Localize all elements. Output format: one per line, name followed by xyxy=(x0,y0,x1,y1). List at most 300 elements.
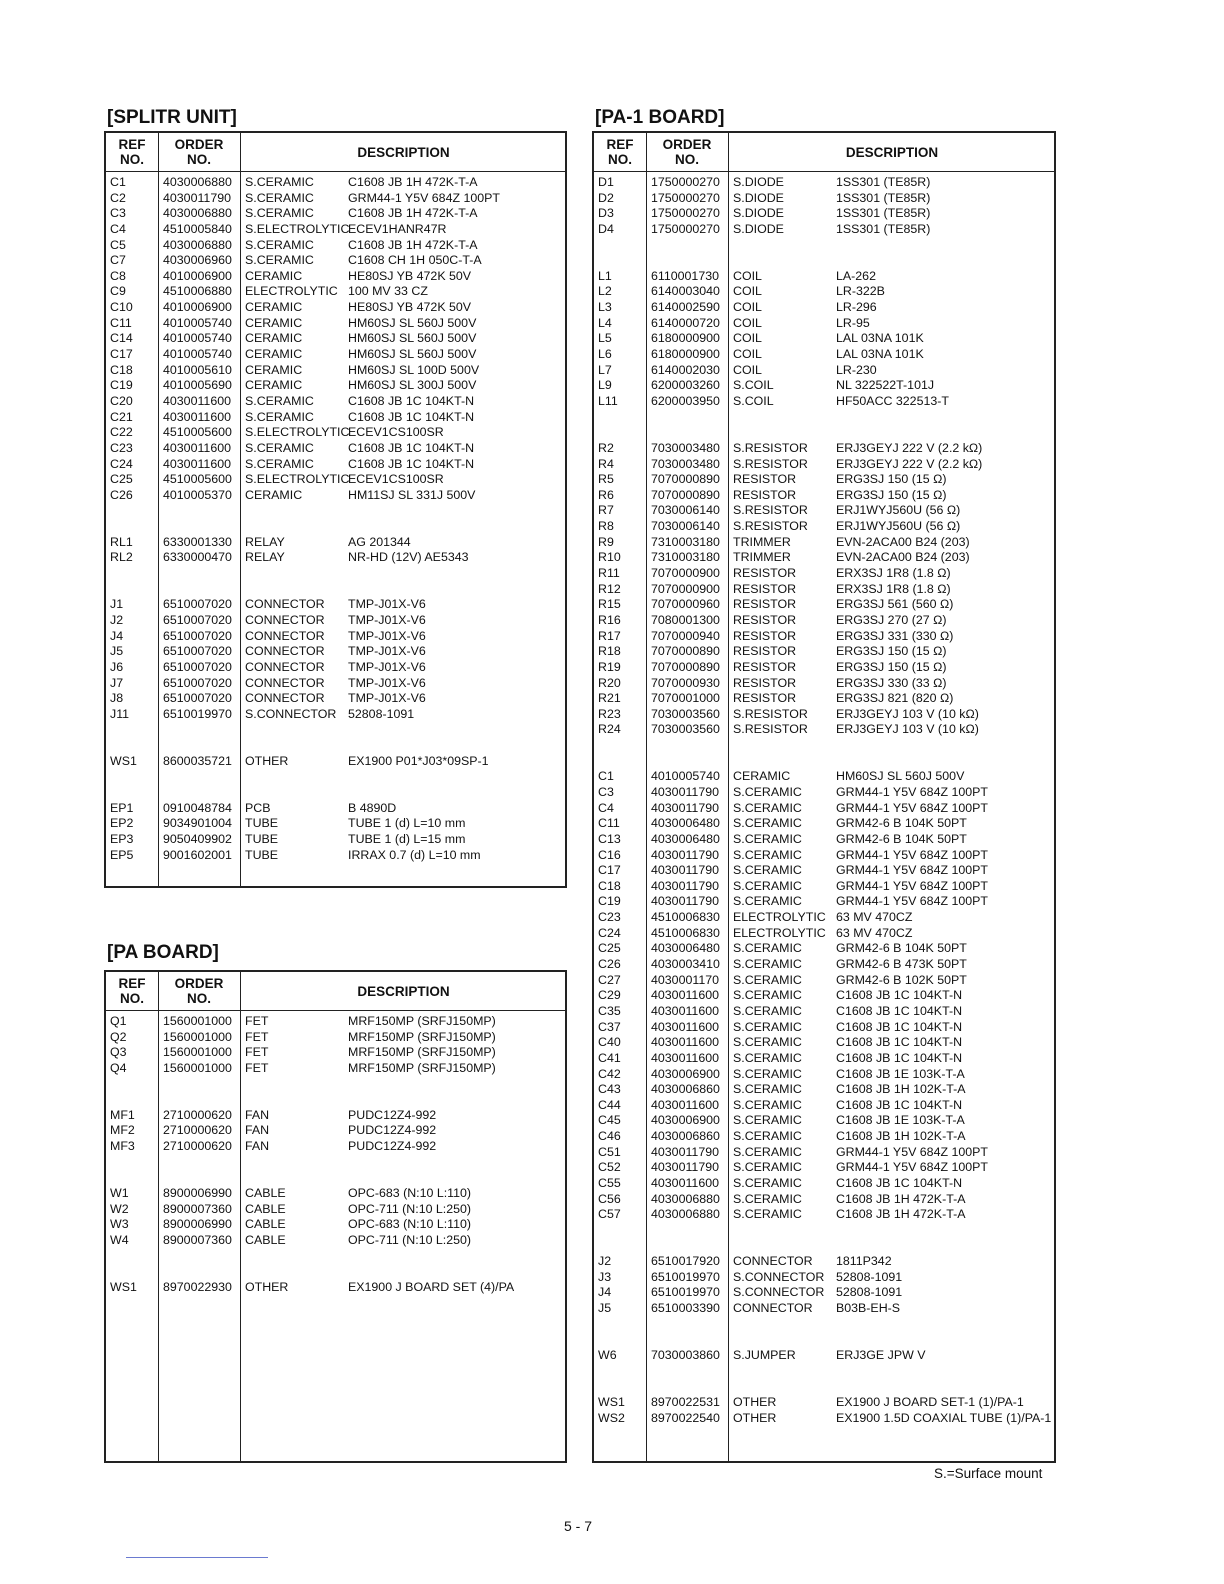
ref-no: R21 xyxy=(598,691,621,706)
ref-no: R7 xyxy=(598,503,614,518)
part-type: S.CERAMIC xyxy=(733,1019,802,1034)
order-no: 6510019970 xyxy=(651,1269,720,1284)
table-row xyxy=(594,1145,1054,1161)
part-spec: HM60SJ SL 560J 500V xyxy=(836,769,965,784)
part-spec: ERG3SJ 150 (15 Ω) xyxy=(836,487,947,502)
ref-no: C21 xyxy=(110,409,133,424)
table-row xyxy=(106,629,565,645)
blank-row xyxy=(594,1317,1054,1333)
order-no: 7030003480 xyxy=(651,456,720,471)
part-type: S.RESISTOR xyxy=(733,519,808,534)
ref-no: C23 xyxy=(598,910,621,925)
part-type: CONNECTOR xyxy=(245,659,325,674)
order-no: 4510006830 xyxy=(651,910,720,925)
order-no: 6140003040 xyxy=(651,284,720,299)
ref-no: C11 xyxy=(110,315,132,330)
order-no: 9050409902 xyxy=(163,831,232,846)
table-row xyxy=(594,582,1054,598)
order-no: 4030006880 xyxy=(651,1207,720,1222)
table-row xyxy=(106,222,565,238)
part-type: COIL xyxy=(733,300,762,315)
part-type: FET xyxy=(245,1014,269,1028)
part-spec: 1811P342 xyxy=(836,1254,892,1269)
part-type: S.CERAMIC xyxy=(245,190,314,205)
part-type: S.CERAMIC xyxy=(245,237,314,252)
table-row xyxy=(106,1014,565,1030)
ref-no: EP2 xyxy=(110,816,134,831)
part-spec: C1608 JB 1C 104KT-N xyxy=(348,440,475,455)
part-type: COIL xyxy=(733,362,762,377)
part-spec: GRM42-6 B 102K 50PT xyxy=(836,972,967,987)
order-no: 6140000720 xyxy=(651,315,720,330)
order-no: 1750000270 xyxy=(651,175,720,189)
ref-no: C44 xyxy=(598,1097,621,1112)
table-row xyxy=(594,394,1054,410)
table-row xyxy=(106,378,565,394)
table-row xyxy=(594,816,1054,832)
part-type: S.CONNECTOR xyxy=(245,706,337,721)
ref-no: C20 xyxy=(110,393,133,408)
ref-no: RL1 xyxy=(110,534,133,549)
part-spec: NL 322522T-101J xyxy=(836,378,935,393)
ref-no: C10 xyxy=(110,300,133,315)
order-no: 4030006860 xyxy=(651,1082,720,1097)
part-spec: C1608 JB 1C 104KT-N xyxy=(836,1003,963,1018)
table-row xyxy=(594,1035,1054,1051)
table-row xyxy=(106,363,565,379)
ref-no: W2 xyxy=(110,1201,129,1216)
part-spec: ECEV1CS100SR xyxy=(348,425,444,440)
ref-no: R11 xyxy=(598,566,620,581)
table-row xyxy=(594,1098,1054,1114)
part-type: OTHER xyxy=(733,1394,777,1409)
part-type: RELAY xyxy=(245,534,285,549)
part-type: S.CERAMIC xyxy=(733,1003,802,1018)
part-type: COIL xyxy=(733,284,762,299)
part-spec: EVN-2ACA00 B24 (203) xyxy=(836,534,970,549)
part-type: CERAMIC xyxy=(245,378,303,393)
blank-row xyxy=(106,1170,565,1186)
part-type: COIL xyxy=(733,268,762,283)
order-no: 7080001300 xyxy=(651,612,720,627)
part-spec: C1608 JB 1H 472K-T-A xyxy=(836,1207,966,1222)
part-spec: B03B-EH-S xyxy=(836,1301,901,1316)
ref-no: C19 xyxy=(110,378,133,393)
table-row xyxy=(594,644,1054,660)
table-row xyxy=(106,816,565,832)
order-no: 6510007020 xyxy=(163,659,232,674)
pa1-title: [PA-1 BOARD] xyxy=(595,107,725,128)
ref-no: C9 xyxy=(110,284,126,299)
ref-no: C57 xyxy=(598,1207,621,1222)
part-spec: ERG3SJ 150 (15 Ω) xyxy=(836,644,947,659)
part-type: RESISTOR xyxy=(733,644,797,659)
table-row xyxy=(594,785,1054,801)
blank-row xyxy=(594,425,1054,441)
table-row xyxy=(594,488,1054,504)
part-spec: MRF150MP (SRFJ150MP) xyxy=(348,1060,496,1075)
part-spec: C1608 JB 1H 472K-T-A xyxy=(348,175,478,189)
ref-no: R12 xyxy=(598,581,621,596)
ref-no: C4 xyxy=(598,800,614,815)
ref-no: W3 xyxy=(110,1217,129,1232)
part-spec: ERJ3GEYJ 103 V (10 kΩ) xyxy=(836,722,979,737)
part-spec: HE80SJ YB 472K 50V xyxy=(348,300,472,315)
ref-no: Q4 xyxy=(110,1060,127,1075)
part-type: S.CERAMIC xyxy=(733,1082,802,1097)
table-row xyxy=(594,1020,1054,1036)
part-spec: ECEV1CS100SR xyxy=(348,472,444,487)
order-no: 1750000270 xyxy=(651,221,720,236)
order-no: 4030006480 xyxy=(651,831,720,846)
part-spec: 52808-1091 xyxy=(836,1285,903,1300)
part-spec: C1608 JB 1E 103K-T-A xyxy=(836,1066,965,1081)
part-type: S.CERAMIC xyxy=(733,863,802,878)
part-type: CONNECTOR xyxy=(245,691,325,706)
table-row xyxy=(106,410,565,426)
part-spec: PUDC12Z4-992 xyxy=(348,1107,437,1122)
part-type: FET xyxy=(245,1029,269,1044)
part-spec: C1608 JB 1H 102K-T-A xyxy=(836,1082,966,1097)
table-row xyxy=(106,1217,565,1233)
part-type: TUBE xyxy=(245,831,279,846)
col-header-ref: REF NO. xyxy=(118,976,146,1006)
part-spec: GRM42-6 B 104K 50PT xyxy=(836,816,967,831)
part-spec: TMP-J01X-V6 xyxy=(348,597,426,612)
order-no: 7030003860 xyxy=(651,1348,720,1363)
ref-no: C35 xyxy=(598,1003,621,1018)
part-spec: C1608 JB 1C 104KT-N xyxy=(348,456,475,471)
part-spec: C1608 JB 1E 103K-T-A xyxy=(836,1113,965,1128)
blank-row xyxy=(106,1092,565,1108)
ref-no: L4 xyxy=(598,315,612,330)
ref-no: J4 xyxy=(598,1285,612,1300)
table-row xyxy=(106,801,565,817)
part-spec: 1SS301 (TE85R) xyxy=(836,206,931,221)
ref-no: Q3 xyxy=(110,1045,127,1060)
ref-no: C25 xyxy=(598,941,621,956)
order-no: 4030011600 xyxy=(651,1035,719,1050)
order-no: 9034901004 xyxy=(163,816,232,831)
ref-no: W1 xyxy=(110,1186,129,1201)
table-row xyxy=(594,1129,1054,1145)
ref-no: L7 xyxy=(598,362,612,377)
ref-no: R20 xyxy=(598,675,621,690)
ref-no: Q2 xyxy=(110,1029,127,1044)
part-type: S.DIODE xyxy=(733,190,784,205)
part-spec: C1608 CH 1H 050C-T-A xyxy=(348,253,482,268)
ref-no: C37 xyxy=(598,1019,621,1034)
order-no: 4030011790 xyxy=(163,190,231,205)
part-type: S.CERAMIC xyxy=(733,988,802,1003)
part-type: CONNECTOR xyxy=(733,1301,813,1316)
part-spec: C1608 JB 1C 104KT-N xyxy=(836,1097,963,1112)
table-row xyxy=(594,363,1054,379)
part-type: S.CERAMIC xyxy=(245,393,314,408)
blank-row xyxy=(594,238,1054,254)
order-no: 7310003180 xyxy=(651,550,720,565)
part-type: PCB xyxy=(245,800,271,815)
order-no: 8600035721 xyxy=(163,753,232,768)
ref-no: D3 xyxy=(598,206,614,221)
ref-no: C40 xyxy=(598,1035,621,1050)
part-type: RESISTOR xyxy=(733,581,797,596)
part-type: RESISTOR xyxy=(733,487,797,502)
order-no: 1560001000 xyxy=(163,1060,232,1075)
col-header-order: ORDER NO. xyxy=(662,137,712,167)
order-no: 4010005690 xyxy=(163,378,232,393)
part-type: RESISTOR xyxy=(733,628,797,643)
order-no: 1560001000 xyxy=(163,1029,232,1044)
ref-no: R5 xyxy=(598,472,614,487)
part-spec: MRF150MP (SRFJ150MP) xyxy=(348,1014,496,1028)
part-type: S.DIODE xyxy=(733,175,784,189)
part-spec: GRM44-1 Y5V 684Z 100PT xyxy=(836,878,988,893)
order-no: 6200003260 xyxy=(651,378,720,393)
part-type: COIL xyxy=(733,347,762,362)
ref-no: C22 xyxy=(110,425,133,440)
table-row xyxy=(594,973,1054,989)
table-row xyxy=(106,707,565,723)
table-row xyxy=(594,316,1054,332)
part-spec: ERJ1WYJ560U (56 Ω) xyxy=(836,519,961,534)
table-row xyxy=(106,1045,565,1061)
order-no: 4030001170 xyxy=(651,972,719,987)
part-type: S.RESISTOR xyxy=(733,722,808,737)
order-no: 4030011600 xyxy=(651,1019,719,1034)
ref-no: J2 xyxy=(598,1254,612,1269)
blank-row xyxy=(106,503,565,519)
part-type: S.ELECTROLYTIC xyxy=(245,425,350,440)
order-no: 7310003180 xyxy=(651,534,720,549)
part-type: TRIMMER xyxy=(733,534,791,549)
order-no: 4030011600 xyxy=(651,1050,719,1065)
part-spec: GRM44-1 Y5V 684Z 100PT xyxy=(836,1144,988,1159)
part-type: S.CERAMIC xyxy=(733,784,802,799)
part-spec: HF50ACC 322513-T xyxy=(836,393,949,408)
table-row xyxy=(594,284,1054,300)
order-no: 4030011600 xyxy=(651,988,719,1003)
blank-row xyxy=(594,253,1054,269)
ref-no: C55 xyxy=(598,1176,621,1190)
table-row xyxy=(594,863,1054,879)
part-spec: C1608 JB 1C 104KT-N xyxy=(836,1050,963,1065)
blank-row xyxy=(106,519,565,535)
order-no: 1560001000 xyxy=(163,1014,232,1028)
ref-no: J4 xyxy=(110,628,124,643)
order-no: 7070000900 xyxy=(651,581,720,596)
ref-no: R23 xyxy=(598,706,621,721)
table-row xyxy=(594,691,1054,707)
table-row xyxy=(106,597,565,613)
blank-row xyxy=(594,410,1054,426)
order-no: 9001602001 xyxy=(163,847,232,862)
table-row xyxy=(594,222,1054,238)
part-spec: PUDC12Z4-992 xyxy=(348,1139,437,1154)
order-no: 4010005740 xyxy=(163,347,232,362)
ref-no: WS1 xyxy=(110,1279,137,1294)
blank-row xyxy=(106,1264,565,1280)
table-row xyxy=(106,425,565,441)
order-no: 6200003950 xyxy=(651,393,720,408)
part-type: CERAMIC xyxy=(245,487,303,502)
part-type: S.RESISTOR xyxy=(733,456,808,471)
part-spec: TMP-J01X-V6 xyxy=(348,628,426,643)
ref-no: L5 xyxy=(598,331,612,346)
ref-no: WS2 xyxy=(598,1410,625,1425)
order-no: 7070000960 xyxy=(651,597,720,612)
order-no: 7070000930 xyxy=(651,675,720,690)
ref-no: L1 xyxy=(598,268,612,283)
table-row xyxy=(594,1160,1054,1176)
order-no: 6510019970 xyxy=(163,706,232,721)
table-row xyxy=(594,629,1054,645)
ref-no: C43 xyxy=(598,1082,621,1097)
table-row xyxy=(594,566,1054,582)
part-spec: LR-230 xyxy=(836,362,877,377)
part-type: S.CERAMIC xyxy=(733,894,802,909)
table-row xyxy=(594,1254,1054,1270)
part-spec: NR-HD (12V) AE5343 xyxy=(348,550,469,565)
col-header-ref: REF NO. xyxy=(606,137,634,167)
part-spec: HE80SJ YB 472K 50V xyxy=(348,268,472,283)
ref-no: EP5 xyxy=(110,847,134,862)
part-type: CONNECTOR xyxy=(733,1254,813,1269)
table-row xyxy=(594,1207,1054,1223)
order-no: 1750000270 xyxy=(651,190,720,205)
part-spec: C1608 JB 1C 104KT-N xyxy=(836,1176,963,1190)
ref-no: C3 xyxy=(110,206,126,221)
table-row xyxy=(594,175,1054,191)
part-spec: EX1900 P01*J03*09SP-1 xyxy=(348,753,489,768)
part-spec: ERG3SJ 561 (560 Ω) xyxy=(836,597,954,612)
ref-no: C3 xyxy=(598,784,614,799)
table-row xyxy=(594,597,1054,613)
part-type: S.ELECTROLYTIC xyxy=(245,472,350,487)
ref-no: C4 xyxy=(110,221,126,236)
part-type: RESISTOR xyxy=(733,612,797,627)
part-type: S.CERAMIC xyxy=(733,1113,802,1128)
table-row xyxy=(594,722,1054,738)
part-type: ELECTROLYTIC xyxy=(733,910,826,925)
part-type: OTHER xyxy=(733,1410,777,1425)
part-spec: PUDC12Z4-992 xyxy=(348,1123,437,1138)
table-row xyxy=(594,1301,1054,1317)
table-row xyxy=(106,316,565,332)
ref-no: WS1 xyxy=(598,1394,625,1409)
table-row xyxy=(594,441,1054,457)
table-row xyxy=(594,206,1054,222)
ref-no: EP3 xyxy=(110,831,134,846)
part-spec: TUBE 1 (d) L=10 mm xyxy=(348,816,466,831)
order-no: 7070001000 xyxy=(651,691,720,706)
order-no: 0910048784 xyxy=(163,800,232,815)
table-row xyxy=(594,1411,1054,1427)
order-no: 6510019970 xyxy=(651,1285,720,1300)
ref-no: C2 xyxy=(110,190,126,205)
table-row xyxy=(594,378,1054,394)
blank-row xyxy=(106,769,565,785)
table-row xyxy=(106,1233,565,1249)
order-no: 6110001730 xyxy=(651,268,719,283)
part-type: CABLE xyxy=(245,1217,286,1232)
part-type: S.DIODE xyxy=(733,206,784,221)
ref-no: J6 xyxy=(110,659,124,674)
part-spec: TMP-J01X-V6 xyxy=(348,675,426,690)
order-no: 6180000900 xyxy=(651,347,720,362)
order-no: 4030011790 xyxy=(651,847,719,862)
part-spec: GRM42-6 B 473K 50PT xyxy=(836,957,967,972)
ref-no: C1 xyxy=(110,175,126,189)
part-spec: LR-95 xyxy=(836,315,870,330)
order-no: 4030011790 xyxy=(651,1144,719,1159)
part-spec: EX1900 1.5D COAXIAL TUBE (1)/PA-1 xyxy=(836,1410,1052,1425)
order-no: 4030006900 xyxy=(651,1066,720,1081)
ref-no: R17 xyxy=(598,628,621,643)
part-type: S.CERAMIC xyxy=(733,1066,802,1081)
part-spec: C1608 JB 1C 104KT-N xyxy=(836,1035,963,1050)
part-type: S.CERAMIC xyxy=(245,253,314,268)
part-type: S.CERAMIC xyxy=(733,800,802,815)
order-no: 4030006880 xyxy=(163,237,232,252)
ref-no: R18 xyxy=(598,644,621,659)
part-spec: ERX3SJ 1R8 (1.8 Ω) xyxy=(836,581,951,596)
part-spec: 63 MV 470CZ xyxy=(836,910,913,925)
ref-no: J2 xyxy=(110,612,124,627)
part-spec: EX1900 J BOARD SET (4)/PA xyxy=(348,1279,515,1294)
splitr-parts-table xyxy=(104,131,567,888)
table-row xyxy=(106,1280,565,1296)
order-no: 4010006900 xyxy=(163,268,232,283)
table-row xyxy=(594,1395,1054,1411)
ref-no: C46 xyxy=(598,1129,621,1144)
table-row xyxy=(594,503,1054,519)
ref-no: C11 xyxy=(598,816,620,831)
ref-no: MF3 xyxy=(110,1139,135,1154)
blank-row xyxy=(594,738,1054,754)
part-type: ELECTROLYTIC xyxy=(245,284,338,299)
table-row xyxy=(106,457,565,473)
ref-no: R19 xyxy=(598,659,621,674)
table-row xyxy=(106,1139,565,1155)
table-row xyxy=(594,550,1054,566)
part-type: TUBE xyxy=(245,847,279,862)
part-spec: HM60SJ SL 100D 500V xyxy=(348,362,480,377)
part-type: RESISTOR xyxy=(733,691,797,706)
pa1-table-body xyxy=(594,175,1054,1426)
order-no: 6510007020 xyxy=(163,675,232,690)
order-no: 6330001330 xyxy=(163,534,232,549)
table-row xyxy=(106,1123,565,1139)
part-type: CERAMIC xyxy=(245,362,303,377)
part-spec: OPC-683 (N:10 L:110) xyxy=(348,1217,472,1232)
blank-row xyxy=(106,722,565,738)
ref-no: J11 xyxy=(110,706,130,721)
part-spec: TMP-J01X-V6 xyxy=(348,659,426,674)
ref-no: C23 xyxy=(110,440,133,455)
part-type: S.CERAMIC xyxy=(733,831,802,846)
table-row xyxy=(594,1285,1054,1301)
part-spec: C1608 JB 1C 104KT-N xyxy=(836,1019,963,1034)
order-no: 4030006480 xyxy=(651,816,720,831)
ref-no: J7 xyxy=(110,675,124,690)
table-row xyxy=(106,550,565,566)
ref-no: R10 xyxy=(598,550,621,565)
ref-no: C13 xyxy=(598,831,621,846)
order-no: 8970022531 xyxy=(651,1394,720,1409)
ref-no: C56 xyxy=(598,1191,621,1206)
ref-no: L11 xyxy=(598,393,618,408)
